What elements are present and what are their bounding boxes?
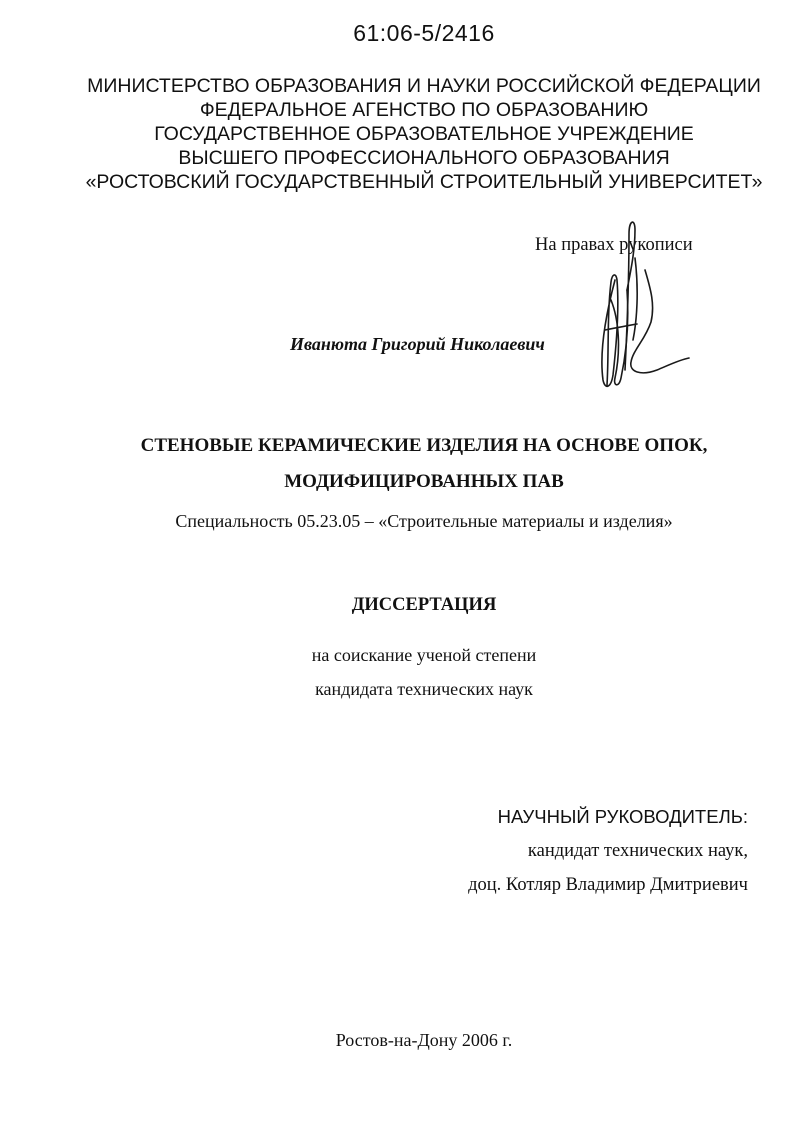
document-type-heading: ДИССЕРТАЦИЯ	[351, 595, 497, 615]
degree-line: на соискание ученой степени	[311, 645, 537, 665]
institution-header	[0, 74, 796, 194]
archive-stamp-number: 61:06-5/2416	[353, 20, 495, 46]
title-line: МОДИФИЦИРОВАННЫХ ПАВ	[284, 471, 564, 492]
signature-icon	[585, 210, 705, 400]
supervisor-heading: НАУЧНЫЙ РУКОВОДИТЕЛЬ:	[497, 806, 748, 827]
author-name: Иванюта Григорий Николаевич	[290, 334, 545, 354]
supervisor-block	[468, 800, 748, 902]
degree-line: кандидата технических наук	[315, 679, 533, 699]
manuscript-rights-label: На правах рукописи	[535, 235, 693, 255]
supervisor-name: доц. Котляр Владимир Дмитриевич	[468, 875, 748, 895]
dissertation-title	[0, 428, 796, 500]
supervisor-degree: кандидат технических наук,	[527, 841, 748, 861]
city-year: Ростов-на-Дону 2006 г.	[335, 1030, 513, 1050]
agency-line: ФЕДЕРАЛЬНОЕ АГЕНСТВО ПО ОБРАЗОВАНИЮ	[199, 99, 649, 121]
education-level-line: ВЫСШЕГО ПРОФЕССИОНАЛЬНОГО ОБРАЗОВАНИЯ	[178, 147, 670, 169]
title-line: СТЕНОВЫЕ КЕРАМИЧЕСКИЕ ИЗДЕЛИЯ НА ОСНОВЕ ОПОК,	[140, 435, 708, 456]
institution-line: ГОСУДАРСТВЕННОЕ ОБРАЗОВАТЕЛЬНОЕ УЧРЕЖДЕНИЕ	[154, 123, 694, 145]
ministry-line: МИНИСТЕРСТВО ОБРАЗОВАНИЯ И НАУКИ РОССИЙСКОЙ ФЕДЕРАЦИИ	[87, 75, 761, 97]
degree-statement	[0, 638, 796, 706]
specialty-line: Специальность 05.23.05 – «Строительные материалы и изделия»	[175, 511, 673, 531]
university-name-line: «РОСТОВСКИЙ ГОСУДАРСТВЕННЫЙ СТРОИТЕЛЬНЫЙ УНИВЕРСИТЕТ»	[85, 171, 763, 193]
